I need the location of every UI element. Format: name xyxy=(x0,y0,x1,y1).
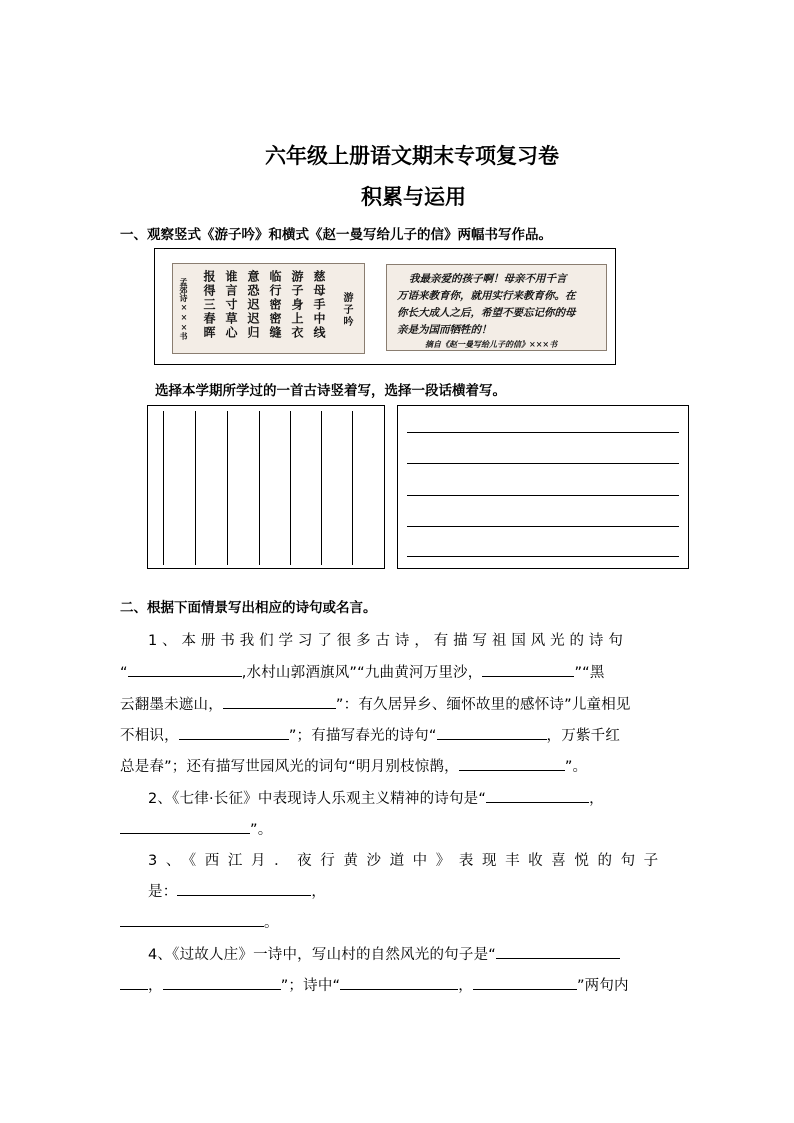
answer-blank[interactable] xyxy=(120,913,264,927)
vertical-calligraphy-sample xyxy=(172,263,365,354)
poem-column-2: 游子身上衣 xyxy=(290,270,304,340)
vertical-writing-box[interactable] xyxy=(147,405,385,569)
q2-line-2 xyxy=(120,818,272,839)
q1-text: ”；有描写春光的诗句“ xyxy=(288,728,437,744)
answer-blank[interactable] xyxy=(459,757,565,771)
answer-blank[interactable] xyxy=(128,663,242,677)
q1-text: 1、本册书我们学习了很多古诗，有描写祖国风光的诗句 xyxy=(148,633,628,649)
q1-text: ,水村山郭酒旗风”“九曲黄河万里沙， xyxy=(241,665,483,681)
q1-text: 总是春”；还有描写世园风光的词句“明月别枝惊鹊， xyxy=(120,759,459,775)
poem-column-1: 慈母手中线 xyxy=(312,270,326,340)
section-1-instruction: 选择本学期所学过的一首古诗竖着写，选择一段话横着写。 xyxy=(155,383,506,399)
sample-image-frame xyxy=(154,248,616,365)
vertical-rule xyxy=(290,411,291,565)
poem-column-3: 临行密密缝 xyxy=(268,270,282,340)
horizontal-writing-box[interactable] xyxy=(397,405,689,569)
q1-text: ”。 xyxy=(564,759,588,775)
q4-text: ， xyxy=(458,978,473,994)
q3-text: ， xyxy=(311,884,327,900)
q2-text: ， xyxy=(589,791,604,807)
poem-column-4: 意恐迟迟归 xyxy=(246,270,260,340)
answer-blank[interactable] xyxy=(163,976,281,990)
letter-line-3: 你长大成人之后，希望不要忘记你的母 xyxy=(397,307,576,319)
answer-blank[interactable] xyxy=(486,789,589,803)
answer-blank[interactable] xyxy=(179,726,289,740)
vertical-rule xyxy=(259,411,260,565)
answer-blank[interactable] xyxy=(223,695,336,709)
q1-text: 云翻墨未遮山， xyxy=(120,697,223,713)
answer-blank[interactable] xyxy=(120,976,148,990)
answer-blank[interactable] xyxy=(437,726,547,740)
page-title: 六年级上册语文期末专项复习卷 xyxy=(265,143,559,168)
q4-text: ”两句内 xyxy=(576,978,629,994)
horizontal-rule xyxy=(407,526,679,527)
horizontal-rule xyxy=(407,495,679,496)
page-subtitle: 积累与运用 xyxy=(361,184,466,209)
q1-line-1 xyxy=(148,629,628,650)
q1-line-5 xyxy=(120,755,587,776)
q2-text: ”。 xyxy=(250,822,273,838)
horizontal-rule xyxy=(407,432,679,433)
section-2-heading: 二、根据下面情景写出相应的诗句或名言。 xyxy=(120,600,377,616)
q2-line-1 xyxy=(148,787,604,808)
vertical-rule xyxy=(321,411,322,565)
q3-line-1 xyxy=(148,849,667,870)
q1-line-3 xyxy=(120,693,631,714)
q1-text: 不相识， xyxy=(120,728,179,744)
poem-signature: 孟郊诗×××书 xyxy=(179,278,189,340)
answer-blank[interactable] xyxy=(473,976,577,990)
poem-column-6: 报得三春晖 xyxy=(202,270,216,340)
poem-column-5: 谁言寸草心 xyxy=(224,270,238,340)
q1-text: ，万紫千红 xyxy=(546,728,621,744)
answer-blank[interactable] xyxy=(496,945,620,959)
q1-line-4 xyxy=(120,724,620,745)
section-1-heading: 一、观察竖式《游子吟》和横式《赵一曼写给儿子的信》两幅书写作品。 xyxy=(120,227,552,243)
q1-line-2 xyxy=(120,661,605,682)
q3-line-2 xyxy=(148,880,326,901)
q3-text: 。 xyxy=(264,915,279,931)
q4-text: 4、《过故人庄》一诗中，写山村的自然风光的句子是“ xyxy=(148,947,496,963)
q3-text: 是： xyxy=(148,884,178,900)
poem-title: 游子吟 xyxy=(341,292,352,328)
q4-line-2 xyxy=(120,974,629,995)
answer-blank[interactable] xyxy=(120,820,250,834)
letter-line-2: 万语来教育你，就用实行来教育你。在 xyxy=(397,290,576,302)
q1-text: ”“黑 xyxy=(574,665,605,681)
answer-blank[interactable] xyxy=(340,976,458,990)
q1-text: “ xyxy=(120,665,128,681)
q3-text: 3、《西江月．夜行黄沙道中》表现丰收喜悦的句子 xyxy=(148,853,667,869)
q4-line-1 xyxy=(148,943,620,964)
q3-line-3 xyxy=(120,911,279,932)
answer-blank[interactable] xyxy=(482,663,574,677)
vertical-rule xyxy=(163,411,164,565)
q4-text: ”；诗中“ xyxy=(280,978,341,994)
answer-blank[interactable] xyxy=(177,882,311,896)
letter-line-1: 我最亲爱的孩子啊！母亲不用千言 xyxy=(409,273,567,285)
vertical-rule xyxy=(227,411,228,565)
letter-line-4: 亲是为国而牺牲的！ xyxy=(397,324,492,336)
horizontal-rule xyxy=(407,556,679,557)
vertical-rule xyxy=(352,411,353,565)
letter-signature: 摘自《赵一曼写给儿子的信》×××书 xyxy=(425,339,558,349)
q2-text: 2、《七律·长征》中表现诗人乐观主义精神的诗句是“ xyxy=(148,791,487,807)
q1-text: ”：有久居异乡、缅怀故里的感怀诗”儿童相见 xyxy=(335,697,631,713)
vertical-rule xyxy=(195,411,196,565)
horizontal-calligraphy-sample xyxy=(386,264,607,351)
horizontal-rule xyxy=(407,463,679,464)
q4-text: ， xyxy=(148,978,163,994)
